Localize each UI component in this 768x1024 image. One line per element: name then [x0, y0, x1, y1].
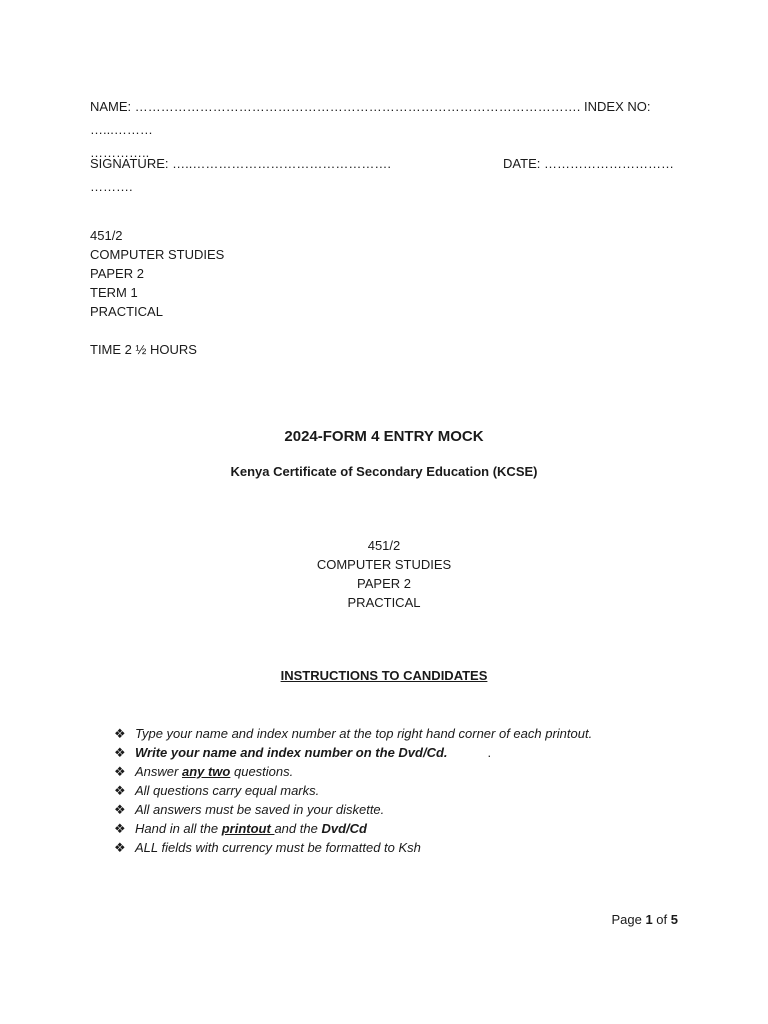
diamond-bullet-icon: ❖	[114, 840, 126, 855]
time-allowed: TIME 2 ½ HOURS	[90, 342, 197, 357]
instruction-emphasis: Dvd/Cd	[321, 821, 367, 836]
instruction-item	[114, 819, 592, 838]
exam-title: 2024-FORM 4 ENTRY MOCK	[284, 428, 484, 445]
diamond-bullet-icon: ❖	[114, 745, 126, 760]
name-dots: ………………………………………………………………………………………….	[134, 99, 581, 114]
instruction-item	[114, 838, 592, 857]
instruction-text: Write your name and index number on the Dvd/Cd.	[135, 745, 448, 760]
center-subject-name: COMPUTER STUDIES	[316, 557, 452, 572]
current-page: 1	[645, 912, 653, 927]
date-dots: …………………………	[544, 156, 674, 171]
instruction-emphasis: any two	[181, 764, 231, 779]
index-dots-continued: …………..	[90, 145, 150, 160]
name-label: NAME:	[90, 99, 132, 114]
instruction-item	[114, 724, 592, 743]
paper-code: 451/2	[90, 228, 123, 243]
instruction-item	[114, 762, 592, 781]
diamond-bullet-icon: ❖	[114, 783, 126, 798]
diamond-bullet-icon: ❖	[114, 764, 126, 779]
center-paper-number: PAPER 2	[357, 576, 411, 591]
paper-details	[90, 226, 224, 321]
centered-paper-details	[0, 536, 768, 612]
diamond-bullet-icon: ❖	[114, 802, 126, 817]
instruction-text: All questions carry equal marks.	[135, 783, 320, 798]
exam-subtitle: Kenya Certificate of Secondary Education (KCSE)	[230, 464, 538, 479]
page-word: Page	[611, 912, 642, 927]
instruction-text: Type your name and index number at the top right hand corner of each printout.	[135, 726, 593, 741]
center-paper-code: 451/2	[367, 538, 401, 553]
signature-date-field	[90, 152, 674, 198]
instruction-text: All answers must be saved in your diskette.	[135, 802, 385, 817]
signature-label: SIGNATURE:	[90, 156, 169, 171]
instructions-heading: INSTRUCTIONS TO CANDIDATES	[280, 668, 488, 683]
paper-type: PRACTICAL	[90, 304, 163, 319]
instruction-item	[114, 743, 592, 762]
diamond-bullet-icon: ❖	[114, 726, 126, 741]
instruction-text: Hand in all the	[135, 821, 222, 836]
total-pages: 5	[670, 912, 678, 927]
signature-dots: …..……………………………………….	[172, 156, 391, 171]
index-label: INDEX NO:	[584, 99, 651, 114]
instruction-trailing-dot: .	[487, 745, 492, 760]
of-word: of	[656, 912, 668, 927]
instruction-item	[114, 800, 592, 819]
instruction-text: Answer	[135, 764, 182, 779]
instruction-item	[114, 781, 592, 800]
index-dots: …...………	[90, 122, 153, 137]
instruction-text: questions.	[230, 764, 294, 779]
date-label: DATE:	[503, 156, 541, 171]
instruction-emphasis: printout	[221, 821, 275, 836]
date-dots-continued: ……….	[90, 179, 133, 194]
subject-name: COMPUTER STUDIES	[90, 247, 225, 262]
center-paper-type: PRACTICAL	[347, 595, 421, 610]
term: TERM 1	[90, 285, 138, 300]
paper-number: PAPER 2	[90, 266, 144, 281]
instruction-text: ALL fields with currency must be formatted to Ksh	[135, 840, 421, 855]
instructions-list	[114, 724, 592, 857]
diamond-bullet-icon: ❖	[114, 821, 126, 836]
instruction-text: and the	[274, 821, 322, 836]
page-number	[611, 912, 678, 927]
